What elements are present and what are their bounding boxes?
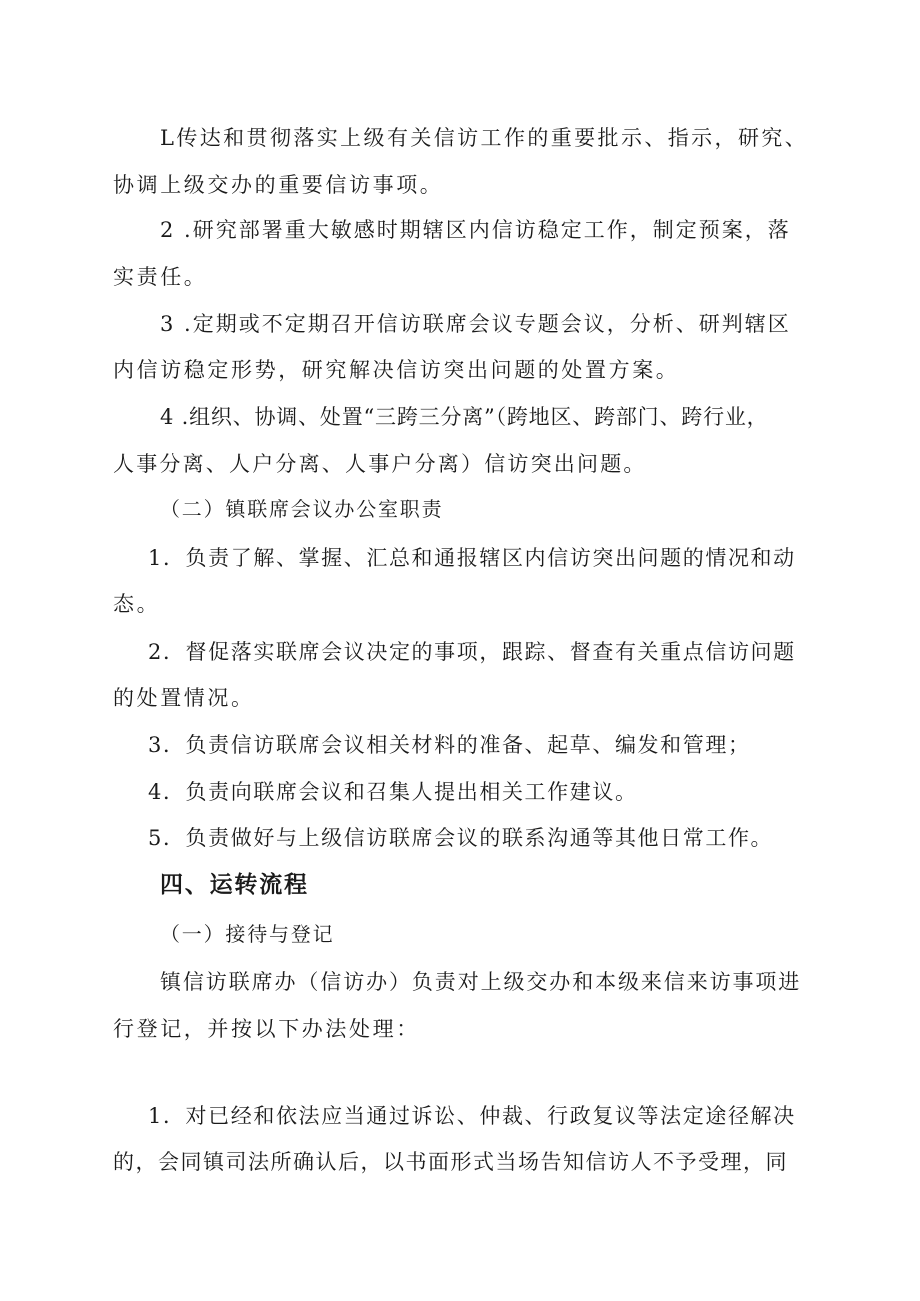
paragraph-line: 人事分离、人户分离、人事户分离）信访突出问题。 [113, 452, 647, 476]
paragraph-line: 5．负责做好与上级信访联席会议的联系沟通等其他日常工作。 [148, 826, 774, 850]
paragraph-line: 2 .研究部署重大敏感时期辖区内信访稳定工作，制定预案，落 [160, 218, 791, 242]
paragraph-line: 1．对已经和依法应当通过诉讼、仲裁、行政复议等法定途径解决 [148, 1104, 796, 1128]
paragraph-line: 的处置情况。 [113, 686, 255, 710]
section-heading: 四、运转流程 [160, 872, 309, 898]
paragraph-line: 的，会同镇司法所确认后，以书面形式当场告知信访人不予受理，同 [113, 1150, 788, 1174]
paragraph-line: 镇信访联席办（信访办）负责对上级交办和本级来信来访事项进 [160, 970, 802, 994]
paragraph-line: L传达和贯彻落实上级有关信访工作的重要批示、指示，研究、 [160, 126, 809, 150]
paragraph-line: 1．负责了解、掌握、汇总和通报辖区内信访突出问题的情况和动 [148, 546, 796, 570]
paragraph-line: 实责任。 [113, 265, 208, 289]
paragraph-line: 3．负责信访联席会议相关材料的准备、起草、编发和管理； [148, 733, 751, 757]
section-subheading: （一）接待与登记 [160, 922, 335, 946]
paragraph-line: 4 .组织、协调、处置“三跨三分离”（跨地区、跨部门、跨行业， [160, 405, 769, 429]
section-subheading: （二）镇联席会议办公室职责 [160, 497, 444, 521]
paragraph-line: 4．负责向联席会议和召集人提出相关工作建议。 [148, 780, 638, 804]
paragraph-line: 行登记，并按以下办法处理： [113, 1017, 420, 1041]
paragraph-line: 协调上级交办的重要信访事项。 [113, 173, 444, 197]
paragraph-line: 3 .定期或不定期召开信访联席会议专题会议，分析、研判辖区 [160, 312, 791, 336]
paragraph-line: 2．督促落实联席会议决定的事项，跟踪、督查有关重点信访问题 [148, 640, 796, 664]
paragraph-line: 态。 [113, 592, 161, 616]
paragraph-line: 内信访稳定形势，研究解决信访突出问题的处置方案。 [113, 358, 680, 382]
